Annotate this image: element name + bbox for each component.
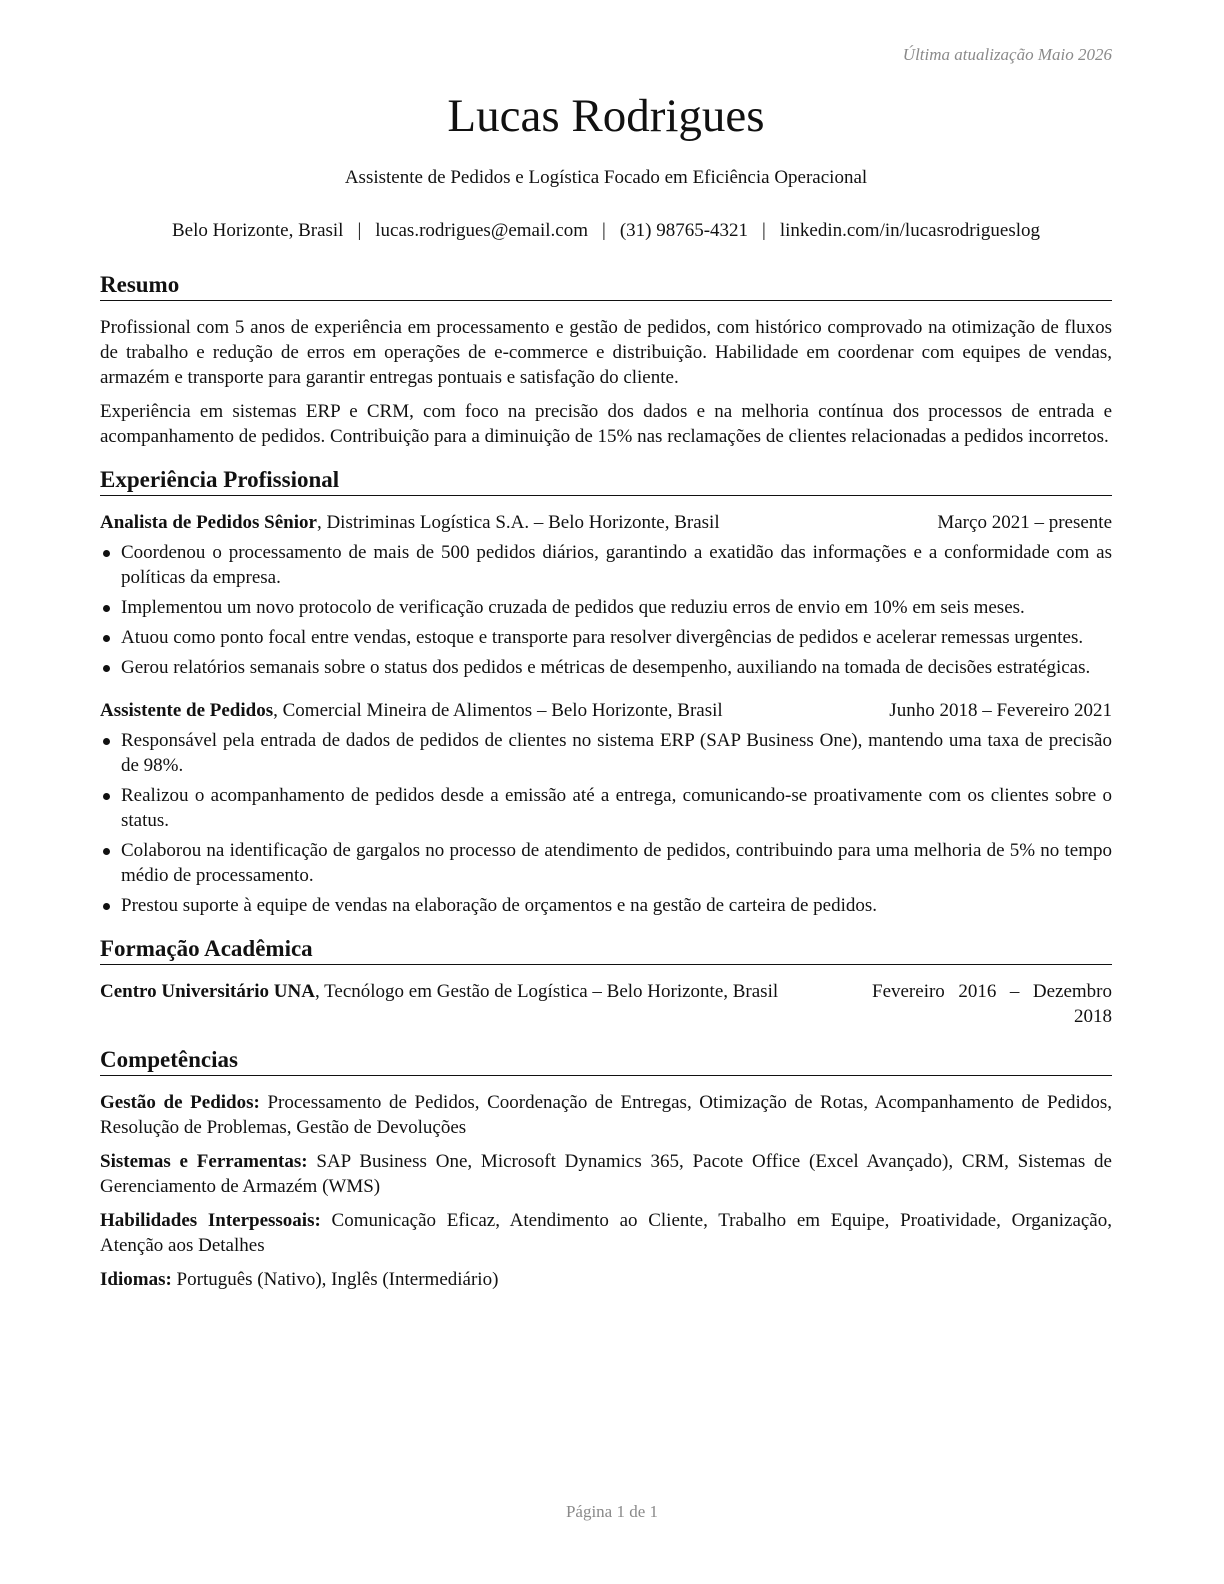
job-bullet: Responsável pela entrada de dados de pedidos de clientes no sistema ERP (SAP Business One), mantendo uma taxa de precisão de 98%. [100,728,1112,778]
job-role-company [100,698,852,723]
headline: Assistente de Pedidos e Logística Focado em Eficiência Operacional [344,167,868,188]
job-bullets [100,540,1112,680]
job-bullet: Implementou um novo protocolo de verificação cruzada de pedidos que reduziu erros de envio em 10% em seis meses. [100,595,1112,620]
summary-paragraph: Profissional com 5 anos de experiência em processamento e gestão de pedidos, com histórico comprovado na otimização de fluxos de trabalho e redução de erros em operações de e-commerce e distribuição. Habilidade em coordenar com equipes de vendas, armazém e transporte para garantir entregas pontuais e satisfação do cliente. [100,317,1112,388]
education-dates: Fevereiro 2016 – Dezembro 2018 [872,981,1112,1027]
education-title: Formação Acadêmica [100,935,1112,965]
education-entry [100,979,1112,1029]
last-updated: Última atualização Maio 2026 [902,45,1112,64]
contact-separator: | [762,220,766,241]
contact-linkedin[interactable]: linkedin.com/in/lucasrodrigueslog [779,220,1041,241]
summary-title: Resumo [100,271,1112,301]
job-bullet: Atuou como ponto focal entre vendas, estoque e transporte para resolver divergências de pedidos e acelerar remessas urgentes. [100,625,1112,650]
skill-label: Sistemas e Ferramentas: [100,1151,308,1172]
skill-label: Idiomas: [100,1269,172,1290]
candidate-name: Lucas Rodrigues [447,90,765,142]
skill-item [100,1208,1112,1258]
contact-location: Belo Horizonte, Brasil [171,220,344,241]
job-header [100,698,1112,723]
skill-item [100,1267,1112,1292]
contact-line [100,220,1112,242]
job-bullet: Gerou relatórios semanais sobre o status dos pedidos e métricas de desempenho, auxiliando na tomada de decisões estratégicas. [100,655,1112,680]
summary-paragraph: Experiência em sistemas ERP e CRM, com foco na precisão dos dados e na melhoria contínua dos processos de entrada e acompanhamento de pedidos. Contribuição para a diminuição de 15% nas reclamações de clientes relacionadas a pedidos incorretos. [100,401,1112,447]
education-institution: Centro Universitário UNA [100,981,315,1002]
summary-section [100,271,1112,449]
job-entry [100,698,1112,918]
job-role: Analista de Pedidos Sênior [100,512,317,533]
skill-label: Habilidades Interpessoais: [100,1210,321,1231]
contact-phone: (31) 98765-4321 [619,220,749,241]
page-number: Página 1 de 1 [565,1502,659,1521]
skill-value: Comunicação Eficaz, Atendimento ao Cliente, Trabalho em Equipe, Proatividade, Organização, Atenção aos Detalhes [100,1210,1112,1256]
job-role-company [100,510,917,535]
contact-email[interactable]: lucas.rodrigues@email.com [375,220,588,241]
job-role: Assistente de Pedidos [100,700,274,721]
skill-value: Processamento de Pedidos, Coordenação de Entregas, Otimização de Rotas, Acompanhamento de Pedidos, Resolução de Problemas, Gestão de Devoluções [100,1092,1112,1138]
education-section [100,935,1112,1029]
job-bullet: Colaborou na identificação de gargalos no processo de atendimento de pedidos, contribuindo para uma melhoria de 5% no tempo médio de processamento. [100,838,1112,888]
job-bullet: Prestou suporte à equipe de vendas na elaboração de orçamentos e na gestão de carteira de pedidos. [100,893,1112,918]
education-institution-line [100,979,852,1004]
skills-section [100,1046,1112,1292]
skill-label: Gestão de Pedidos: [100,1092,260,1113]
job-bullet: Coordenou o processamento de mais de 500 pedidos diários, garantindo a exatidão das informações e a conformidade com as políticas da empresa. [100,540,1112,590]
experience-section [100,466,1112,918]
education-detail: , Tecnólogo em Gestão de Logística – Belo Horizonte, Brasil [314,981,779,1002]
job-header [100,510,1112,535]
skill-item [100,1090,1112,1140]
job-bullets [100,728,1112,918]
skill-item [100,1149,1112,1199]
resume-body [100,271,1112,1309]
job-bullet: Realizou o acompanhamento de pedidos desde a emissão até a entrega, comunicando-se proativamente com os clientes sobre o status. [100,783,1112,833]
skill-value: SAP Business One, Microsoft Dynamics 365, Pacote Office (Excel Avançado), CRM, Sistemas de Gerenciamento de Armazém (WMS) [100,1151,1112,1197]
job-company: , Distriminas Logística S.A. – Belo Horizonte, Brasil [316,512,720,533]
contact-separator: | [357,220,362,241]
experience-title: Experiência Profissional [100,466,1112,496]
job-dates: Junho 2018 – Fevereiro 2021 [889,700,1112,721]
skill-value: Português (Nativo), Inglês (Intermediário) [171,1269,499,1290]
job-company: , Comercial Mineira de Alimentos – Belo Horizonte, Brasil [273,700,723,721]
skills-title: Competências [100,1046,1112,1076]
job-entry [100,510,1112,680]
contact-separator: | [602,220,606,241]
job-dates: Março 2021 – presente [937,512,1112,533]
